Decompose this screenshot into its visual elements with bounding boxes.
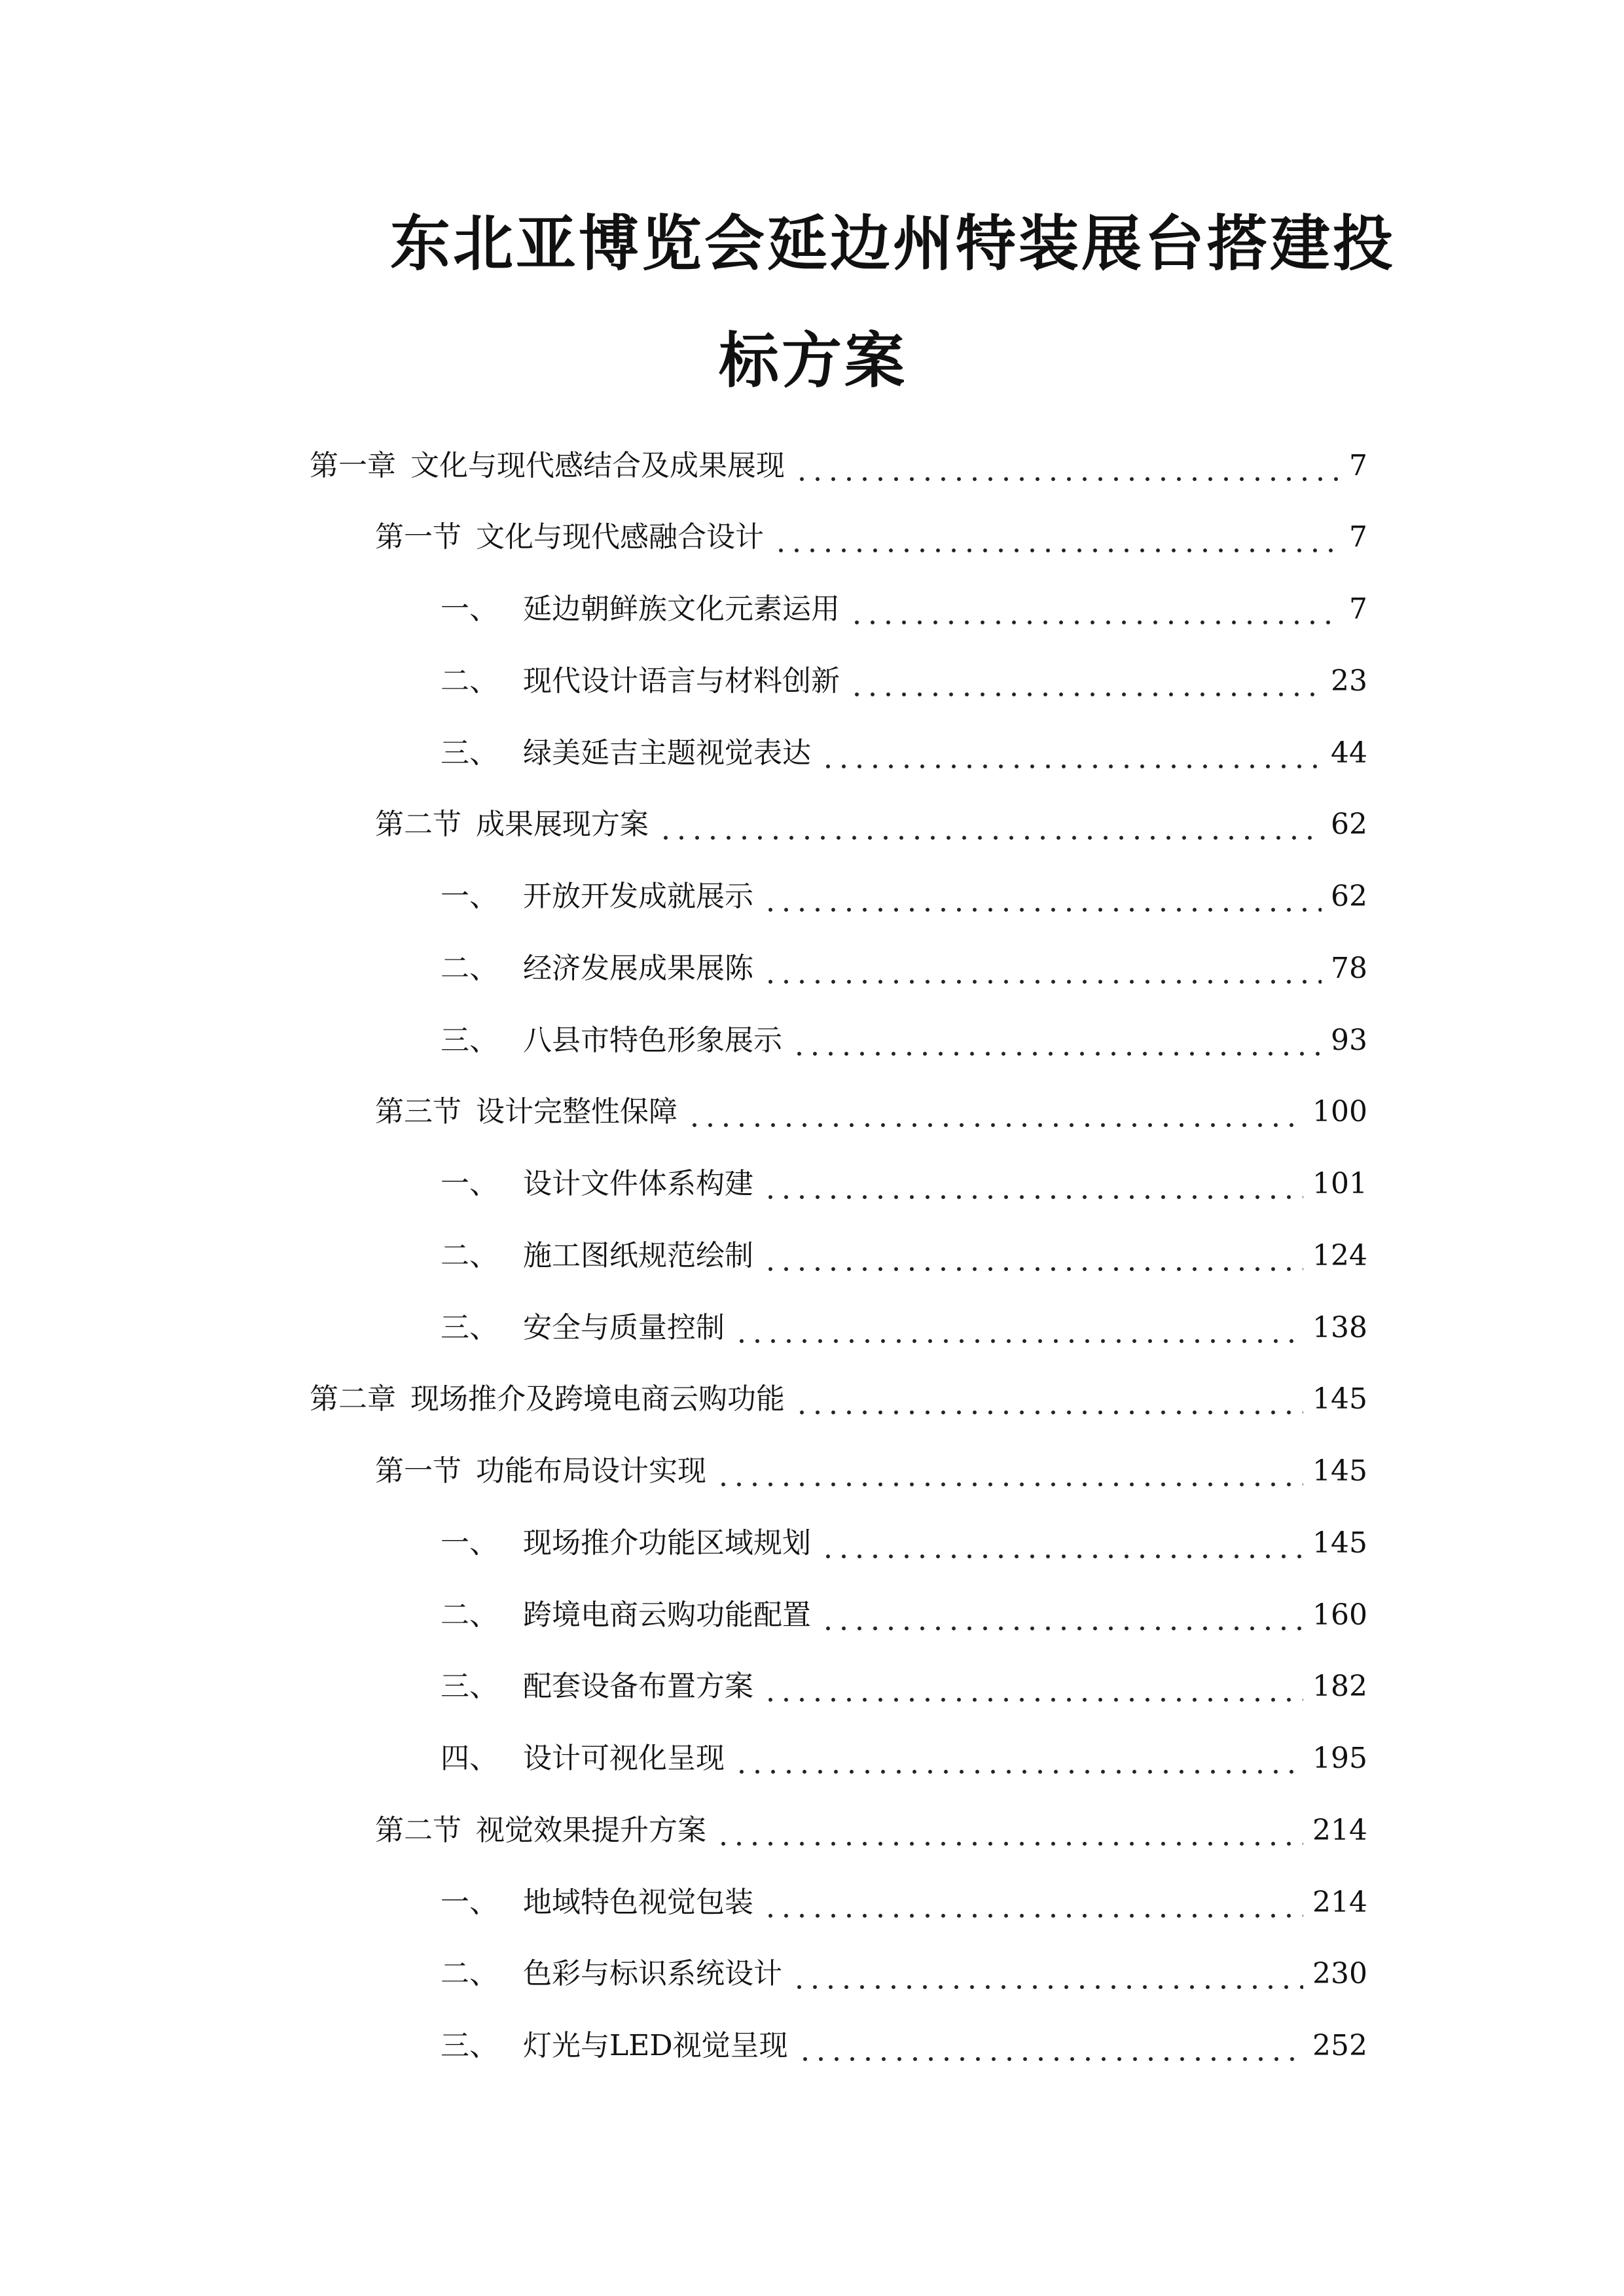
toc-dot-leader (773, 518, 1340, 557)
toc-entry-page: 93 (1331, 1024, 1367, 1057)
toc-entry-label (375, 805, 649, 844)
toc-entry[interactable] (441, 734, 1367, 773)
toc-entry-page: 44 (1331, 736, 1367, 770)
toc-entry-label (310, 1380, 785, 1419)
toc-entry-title: 跨境电商云购功能配置 (523, 1598, 811, 1632)
toc-entry-label (441, 1236, 753, 1276)
toc-entry[interactable] (441, 1524, 1367, 1563)
toc-entry-number: 二、 (441, 1239, 498, 1272)
toc-entry-label (375, 1092, 677, 1132)
toc-entry-label (441, 1667, 753, 1706)
toc-entry[interactable] (441, 1667, 1367, 1706)
toc-dot-leader (687, 1092, 1303, 1132)
toc-entry-label (310, 446, 785, 486)
toc-entry-title: 经济发展成果展陈 (523, 952, 753, 985)
toc-entry[interactable] (441, 1021, 1367, 1060)
toc-entry-title: 现代设计语言与材料创新 (523, 664, 840, 698)
toc-entry[interactable] (441, 1308, 1367, 1348)
toc-entry-page: 100 (1312, 1095, 1367, 1128)
toc-entry-page: 145 (1312, 1382, 1367, 1416)
toc-dot-leader (715, 1811, 1303, 1850)
toc-entry[interactable] (441, 1164, 1367, 1204)
toc-dot-leader (820, 1524, 1303, 1563)
toc-entry-page: 160 (1312, 1598, 1367, 1632)
toc-entry-title: 文化与现代感融合设计 (476, 520, 764, 554)
toc-entry[interactable] (441, 662, 1367, 701)
toc-entry-label (441, 734, 811, 773)
toc-entry-title: 开放开发成就展示 (523, 880, 753, 913)
toc-entry-number: 三、 (441, 1670, 498, 1703)
toc-entry[interactable] (441, 1739, 1367, 1778)
toc-entry-number: 第一章 (310, 449, 396, 482)
toc-dot-leader (849, 662, 1322, 701)
toc-entry-page: 62 (1331, 808, 1367, 841)
toc-dot-leader (794, 1380, 1303, 1419)
toc-entry-label (441, 949, 753, 988)
toc-entry-page: 23 (1331, 664, 1367, 698)
toc-entry-label (441, 1164, 753, 1204)
toc-entry-label (441, 877, 753, 916)
toc-entry-label (441, 1596, 811, 1635)
toc-entry-title: 地域特色视觉包装 (523, 1886, 753, 1919)
document-title-line2: 标方案 (719, 325, 908, 396)
toc-entry-number: 一、 (441, 880, 498, 913)
toc-entry-title: 延边朝鲜族文化元素运用 (523, 592, 840, 626)
toc-dot-leader (763, 1667, 1303, 1706)
toc-entry-page: 101 (1312, 1167, 1367, 1200)
toc-entry[interactable] (375, 805, 1367, 844)
toc-entry[interactable] (441, 877, 1367, 916)
toc-entry-label (441, 1524, 811, 1563)
toc-dot-leader (734, 1739, 1303, 1778)
toc-entry[interactable] (310, 1380, 1367, 1419)
toc-entry-label (441, 1021, 782, 1060)
toc-entry-label (375, 518, 764, 557)
toc-entry-number: 二、 (441, 1957, 498, 1990)
toc-entry-page: 62 (1331, 880, 1367, 913)
toc-entry[interactable] (441, 1236, 1367, 1276)
toc-entry-page: 145 (1312, 1454, 1367, 1488)
toc-entry-number: 三、 (441, 1311, 498, 1344)
toc-entry-page: 7 (1349, 520, 1367, 554)
toc-entry[interactable] (441, 590, 1367, 629)
toc-entry-title: 功能布局设计实现 (476, 1454, 706, 1488)
toc-entry-label (375, 1811, 706, 1850)
toc-entry-number: 二、 (441, 664, 498, 698)
toc-entry-title: 色彩与标识系统设计 (523, 1957, 782, 1990)
toc-entry-label (441, 1308, 725, 1348)
toc-entry-title: 文化与现代感结合及成果展现 (410, 449, 785, 482)
toc-entry-number: 第二节 (375, 1814, 461, 1847)
toc-entry-page: 78 (1331, 952, 1367, 985)
toc-entry-page: 230 (1312, 1957, 1367, 1990)
toc-dot-leader (820, 1596, 1303, 1635)
toc-entry-number: 一、 (441, 1167, 498, 1200)
toc-entry-label (441, 590, 840, 629)
toc-entry-title: 施工图纸规范绘制 (523, 1239, 753, 1272)
toc-entry-title: 安全与质量控制 (523, 1311, 725, 1344)
toc-dot-leader (734, 1308, 1303, 1348)
toc-entry-number: 一、 (441, 1526, 498, 1560)
toc-entry-number: 一、 (441, 592, 498, 626)
toc-dot-leader (658, 805, 1322, 844)
toc-entry-label (375, 1452, 706, 1491)
toc-dot-leader (763, 1883, 1303, 1922)
toc-entry-title: 现场推介功能区域规划 (523, 1526, 811, 1560)
toc-dot-leader (715, 1452, 1303, 1491)
toc-entry-page: 252 (1312, 2029, 1367, 2062)
toc-entry-number: 三、 (441, 1024, 498, 1057)
toc-entry-label (441, 2026, 788, 2066)
toc-entry[interactable] (375, 518, 1367, 557)
toc-dot-leader (791, 1021, 1322, 1060)
toc-entry-page: 182 (1312, 1670, 1367, 1703)
toc-entry-number: 一、 (441, 1886, 498, 1919)
toc-entry[interactable] (441, 949, 1367, 988)
toc-entry-page: 214 (1312, 1814, 1367, 1847)
toc-entry-title: 八县市特色形象展示 (523, 1024, 782, 1057)
toc-entry-page: 7 (1349, 592, 1367, 626)
toc-dot-leader (763, 949, 1322, 988)
toc-entry-title: 设计完整性保障 (476, 1095, 677, 1128)
toc-entry-label (441, 1954, 782, 1994)
toc-dot-leader (763, 1164, 1303, 1204)
toc-entry-page: 124 (1312, 1239, 1367, 1272)
toc-entry-number: 第一节 (375, 1454, 461, 1488)
toc-entry-number: 二、 (441, 952, 498, 985)
toc-entry-number: 三、 (441, 736, 498, 770)
toc-entry[interactable] (441, 1954, 1367, 1994)
toc-entry-title: 设计可视化呈现 (523, 1742, 725, 1775)
toc-dot-leader (820, 734, 1322, 773)
toc-entry[interactable] (310, 446, 1367, 486)
toc-entry-number: 第二章 (310, 1382, 396, 1416)
toc-entry-number: 第一节 (375, 520, 461, 554)
toc-entry-title: 现场推介及跨境电商云购功能 (410, 1382, 785, 1416)
toc-entry[interactable] (441, 1883, 1367, 1922)
toc-entry-number: 第三节 (375, 1095, 461, 1128)
toc-entry-title: 设计文件体系构建 (523, 1167, 753, 1200)
toc-entry[interactable] (375, 1811, 1367, 1850)
toc-dot-leader (797, 2026, 1303, 2066)
toc-entry[interactable] (441, 1596, 1367, 1635)
toc-dot-leader (763, 877, 1322, 916)
toc-entry-title: 视觉效果提升方案 (476, 1814, 706, 1847)
toc-entry-page: 214 (1312, 1886, 1367, 1919)
toc-entry-page: 195 (1312, 1742, 1367, 1775)
toc-dot-leader (794, 446, 1340, 486)
toc-entry-number: 第二节 (375, 808, 461, 841)
toc-entry[interactable] (441, 2026, 1367, 2066)
toc-entry[interactable] (375, 1092, 1367, 1132)
toc-entry-number: 四、 (441, 1742, 498, 1775)
toc-entry-number: 二、 (441, 1598, 498, 1632)
toc-dot-leader (791, 1954, 1303, 1994)
toc-entry[interactable] (375, 1452, 1367, 1491)
toc-entry-number: 三、 (441, 2029, 498, 2062)
toc-entry-title: 成果展现方案 (476, 808, 649, 841)
toc-entry-label (441, 1883, 753, 1922)
document-title-line1: 东北亚博览会延边州特装展台搭建投 (390, 208, 1396, 279)
toc-entry-label (441, 1739, 725, 1778)
toc-entry-title: 绿美延吉主题视觉表达 (523, 736, 811, 770)
toc-entry-title: 配套设备布置方案 (523, 1670, 753, 1703)
toc-entry-page: 138 (1312, 1311, 1367, 1344)
toc-entry-page: 145 (1312, 1526, 1367, 1560)
toc-entry-page: 7 (1349, 449, 1367, 482)
toc-dot-leader (849, 590, 1340, 629)
toc-entry-title: 灯光与LED视觉呈现 (523, 2029, 788, 2062)
toc-dot-leader (763, 1236, 1303, 1276)
toc-entry-label (441, 662, 840, 701)
